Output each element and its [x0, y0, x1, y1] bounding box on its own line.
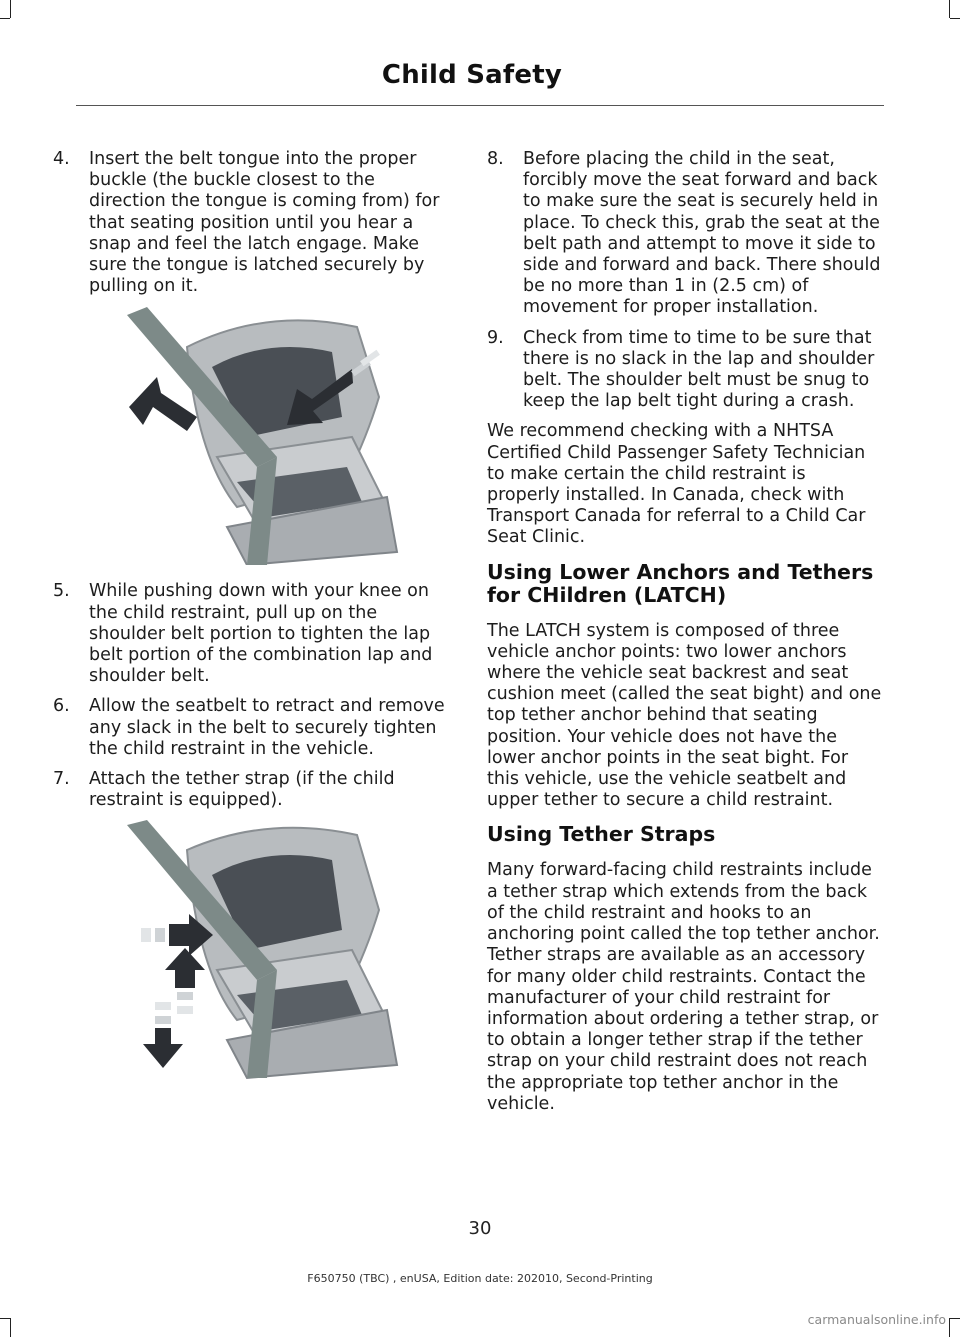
nhtsa-paragraph: We recommend checking with a NHTSA Certified Child Passenger Safety Technician to make certain the child restraint is properly installed. In Canada, check with Transport Canada for referral to a Child Car Seat Clinic. [487, 421, 866, 548]
left-column [53, 149, 449, 1096]
edition-note: F650750 (TBC) , enUSA, Edition date: 202010, Second-Printing [307, 1272, 653, 1285]
child-seat-illustration [117, 820, 417, 1080]
crop-mark [950, 1318, 960, 1319]
figure-buckle-seat [117, 307, 417, 565]
watermark: carmanualsonline.info [807, 1312, 946, 1327]
tether-heading: Using Tether Straps [487, 822, 716, 847]
crop-mark [0, 1318, 10, 1319]
crop-mark [950, 18, 960, 19]
step-text: Allow the seatbelt to retract and remove any slack in the belt to securely tighten the child restraint in the vehicle. [89, 696, 445, 759]
step-9 [487, 328, 883, 413]
figure-tether-seat [117, 820, 417, 1080]
step-number: 8. [487, 149, 504, 169]
latch-paragraph: The LATCH system is composed of three vehicle anchor points: two lower anchors where the vehicle seat backrest and seat cushion meet (called the seat bight) and one top tether anchor behind that seating position. Your vehicle does not have the lower anchor points in the seat bight. For this vehicle, use the vehicle seatbelt and upper tether to secure a child restraint. [487, 620, 882, 811]
step-number: 5. [53, 581, 70, 602]
step-number: 6. [53, 696, 70, 717]
step-number: 7. [53, 769, 70, 790]
page-title: Child Safety [381, 60, 562, 90]
crop-mark [10, 0, 11, 18]
crop-mark [10, 1318, 11, 1337]
latch-heading: Using Lower Anchors and Tethers for CHildren (LATCH) [487, 559, 874, 607]
crop-mark [949, 0, 950, 18]
arrow-pull-icon [129, 377, 197, 431]
step-number: 9. [487, 327, 504, 348]
tether-paragraph: Many forward-facing child restraints include a tether strap which extends from the back of the child restraint and hooks to an anchoring point called the top tether anchor. Tether straps are available as an accessory for many older child restraints. Contact the manufacturer of your child restraint for information about ordering a tether strap, or to obtain a longer tether strap if the tether strap on your child restraint does not reach the appropriate top tether anchor in the vehicle. [487, 860, 880, 1114]
step-7 [53, 769, 449, 811]
step-6 [53, 696, 449, 760]
crop-mark [949, 1318, 950, 1337]
crop-mark [0, 18, 10, 19]
step-text: Insert the belt tongue into the proper buckle (the buckle closest to the direction the tongue is coming from) for that seating position until you hear a snap and feel the latch engage. Make sure the tongue is latched securely by pulling on it. [89, 149, 440, 297]
step-number: 4. [53, 149, 70, 169]
step-5 [53, 581, 449, 687]
child-seat-illustration [117, 307, 417, 565]
header-divider [76, 105, 884, 106]
step-text: Attach the tether strap (if the child restraint is equipped). [89, 769, 395, 811]
page-number: 30 [468, 1218, 492, 1239]
step-text: Check from time to time to be sure that there is no slack in the lap and shoulder belt. The shoulder belt must be snug to keep the lap belt tight during a crash. [523, 327, 875, 412]
right-column [487, 149, 883, 1127]
step-4 [53, 149, 449, 297]
step-8 [487, 149, 883, 319]
step-text: Before placing the child in the seat, forcibly move the seat forward and back to make sure the seat is securely held in place. To check this, grab the seat at the belt path and attempt to move it side to side and forward and back. There should be no more than 1 in (2.5 cm) of movement for proper installation. [523, 149, 881, 318]
step-text: While pushing down with your knee on the child restraint, pull up on the shoulder belt portion to tighten the lap belt portion of the combination lap and shoulder belt. [89, 581, 433, 687]
